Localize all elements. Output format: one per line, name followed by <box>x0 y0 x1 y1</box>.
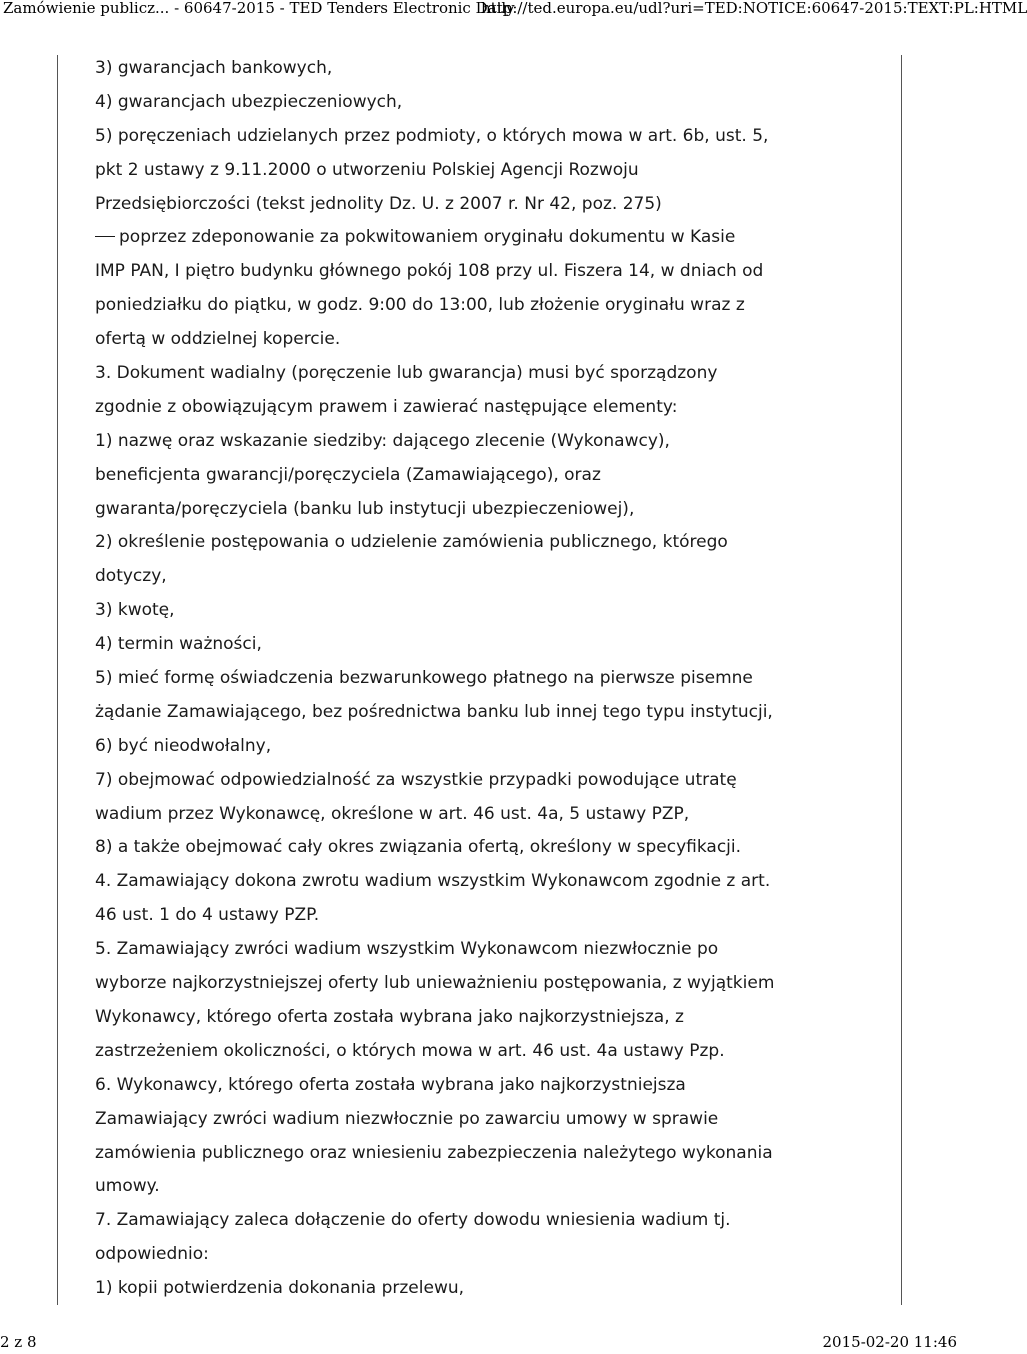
text-line: 6) być nieodwołalny, <box>95 735 272 756</box>
text-line: zgodnie z obowiązującym prawem i zawierać następujące elementy: <box>95 396 678 417</box>
text-line: 6. Wykonawcy, którego oferta została wybrana jako najkorzystniejsza <box>95 1074 686 1095</box>
text-line: IMP PAN, I piętro budynku głównego pokój 108 przy ul. Fiszera 14, w dniach od <box>95 261 764 282</box>
text-line: 5) poręczeniach udzielanych przez podmioty, o których mowa w art. 6b, ust. 5, <box>95 125 769 146</box>
text-line: wadium przez Wykonawcę, określone w art. 46 ust. 4a, 5 ustawy PZP, <box>95 803 690 824</box>
text-line: Zamawiający zwróci wadium niezwłocznie po zawarciu umowy w sprawie <box>95 1108 719 1129</box>
text-line: 7) obejmować odpowiedzialność za wszystkie przypadki powodujące utratę <box>95 769 737 790</box>
text-line: ofertą w oddzielnej kopercie. <box>95 329 341 350</box>
text-line: 5. Zamawiający zwróci wadium wszystkim Wykonawcom niezwłocznie po <box>95 939 719 960</box>
text-line: beneficjenta gwarancji/poręczyciela (Zamawiającego), oraz <box>95 464 601 485</box>
text-line: Wykonawcy, którego oferta została wybrana jako najkorzystniejsza, z <box>95 1006 684 1027</box>
text-line: 5) mieć formę oświadczenia bezwarunkowego płatnego na pierwsze pisemne <box>95 668 753 689</box>
text-line: 4. Zamawiający dokona zwrotu wadium wszystkim Wykonawcom zgodnie z art. <box>95 871 771 892</box>
text-line: dotyczy, <box>95 566 167 587</box>
print-datetime: 2015-02-20 11:46 <box>822 1333 957 1351</box>
table-right-border <box>901 55 902 1305</box>
text-line: 3. Dokument wadialny (poręczenie lub gwarancja) musi być sporządzony <box>95 363 718 384</box>
text-line: 4) termin ważności, <box>95 634 262 655</box>
text-line: 4) gwarancjach ubezpieczeniowych, <box>95 91 403 112</box>
header-page-title: Zamówienie publicz... - 60647-2015 - TED Tenders Electronic Daily <box>3 0 515 17</box>
header-url: http://ted.europa.eu/udl?uri=TED:NOTICE:60647-2015:TEXT:PL:HTML <box>481 0 1027 17</box>
print-footer <box>0 1334 960 1354</box>
text-line: zamówienia publicznego oraz wniesieniu zabezpieczenia należytego wykonania <box>95 1142 773 1163</box>
text-line: pkt 2 ustawy z 9.11.2000 o utworzeniu Polskiej Agencji Rozwoju <box>95 159 639 180</box>
text-line: wyborze najkorzystniejszej oferty lub unieważnieniu postępowania, z wyjątkiem <box>95 973 775 994</box>
table-left-border <box>57 55 58 1305</box>
text-line: zastrzeżeniem okoliczności, o których mowa w art. 46 ust. 4a ustawy Pzp. <box>95 1040 725 1061</box>
text-line: 3) gwarancjach bankowych, <box>95 58 333 78</box>
em-dash-mark <box>95 236 115 237</box>
document-body <box>95 52 895 1306</box>
page-number: 2 z 8 <box>0 1333 37 1351</box>
text-line: gwaranta/poręczyciela (banku lub instytucji ubezpieczeniowej), <box>95 498 635 519</box>
text-line: umowy. <box>95 1176 160 1197</box>
text-line: odpowiednio: <box>95 1244 209 1265</box>
text-line: poprzez zdeponowanie za pokwitowaniem oryginału dokumentu w Kasie <box>119 227 736 248</box>
text-line: 1) kopii potwierdzenia dokonania przelewu, <box>95 1278 465 1299</box>
text-line: Przedsiębiorczości (tekst jednolity Dz. U. z 2007 r. Nr 42, poz. 275) <box>95 193 662 214</box>
text-line: 7. Zamawiający zaleca dołączenie do oferty dowodu wniesienia wadium tj. <box>95 1210 731 1231</box>
text-line: poniedziałku do piątku, w godz. 9:00 do 13:00, lub złożenie oryginału wraz z <box>95 295 745 316</box>
text-line: 46 ust. 1 do 4 ustawy PZP. <box>95 905 320 926</box>
text-line: 3) kwotę, <box>95 600 175 621</box>
text-line-with-dash <box>95 221 895 255</box>
text-line: 1) nazwę oraz wskazanie siedziby: dającego zlecenie (Wykonawcy), <box>95 430 670 451</box>
text-line: 8) a także obejmować cały okres związania ofertą, określony w specyfikacji. <box>95 837 742 858</box>
text-line: 2) określenie postępowania o udzielenie zamówienia publicznego, którego <box>95 532 728 553</box>
text-line: żądanie Zamawiającego, bez pośrednictwa banku lub innej tego typu instytucji, <box>95 701 773 722</box>
print-header <box>0 0 1027 20</box>
